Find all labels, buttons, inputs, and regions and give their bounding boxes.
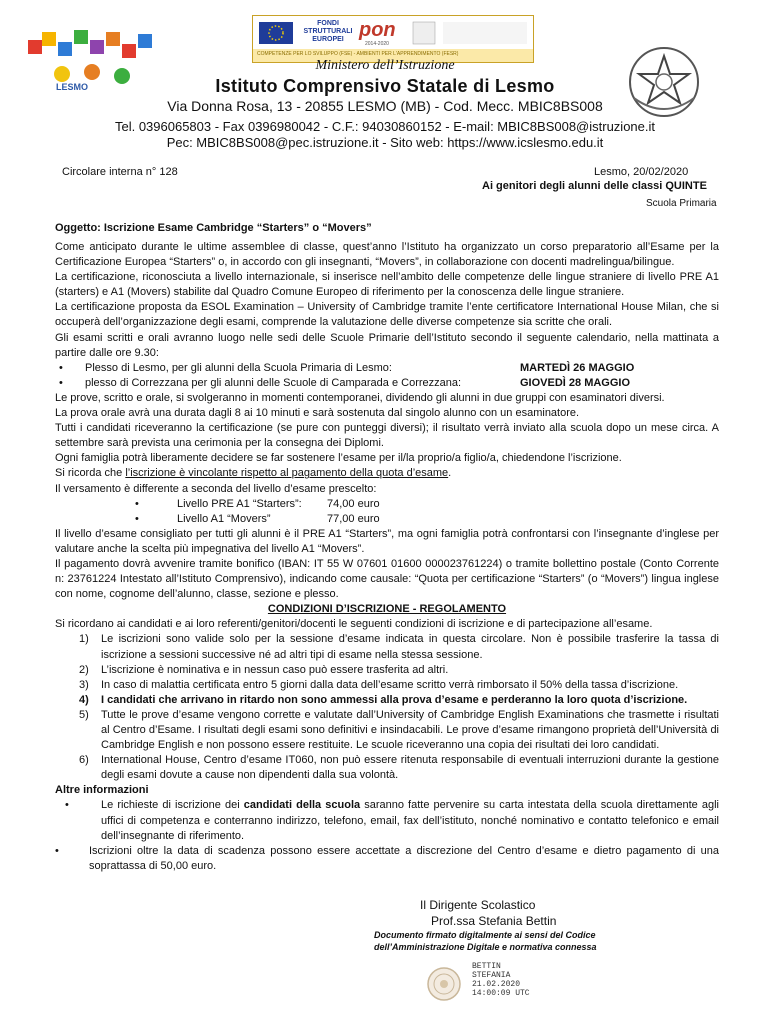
school-address: Via Donna Rosa, 13 - 20855 LESMO (MB) - Cod. Mecc. MBIC8BS008 <box>167 98 603 114</box>
paragraph-level-advice: Il livello d’esame consigliato per tutti gli alunni è il PRE A1 “Starters”, ma ogni famiglia potrà confrontarsi con l’insegnante d’inglese per valutare anche la scelta più impegnativa del livello A1 “Movers”. <box>55 527 719 555</box>
paragraph-oral: La prova orale avrà una durata dagli 8 ai 10 minuti e sarà sostenuta dal singolo alunno con un esaminatore. <box>55 407 580 420</box>
pon-banner <box>252 15 534 63</box>
conditions-title: CONDIZIONI D’ISCRIZIONE - REGOLAMENTO <box>267 603 507 616</box>
other-info-title: Altre informazioni <box>55 784 149 797</box>
rule-number: 4) <box>79 693 89 706</box>
price-label: • Livello PRE A1 “Starters”: <box>177 497 302 510</box>
rule-text: International House, Centro d’esame IT060, non può essere ritenuta responsabile di eventuali interruzioni durante la gestione degli esami dovute a cause non dipendenti dalla sua volontà. <box>101 754 719 782</box>
paragraph-schedule: Gli esami scritti e orali avranno luogo nelle sedi delle Scuole Primarie dell’Istituto secondo il seguente calendario, nella mattinata a partire dalle ore 9.30: <box>55 331 719 359</box>
paragraph-payment-intro: Il versamento è differente a seconda del livello d’esame prescelto: <box>55 482 377 495</box>
banner-fondi: FONDI STRUTTURALI EUROPEI <box>303 20 353 43</box>
other-info-post: saranno fatte pervenire su carta intestata della scuola direttamente agli uffici di competenza e conterranno indirizzo, telefono, email, fax dell’istituto, nonché nominativo e contatto telefonico e email dell’insegnante di riferimento. <box>101 799 719 842</box>
logo-text: LESMO <box>56 82 89 92</box>
reminder-underlined: l’iscrizione è vincolante rispetto al pagamento della quota d’esame <box>125 467 449 480</box>
rule-text: Tutte le prove d’esame vengono corrette e valutate dall’University of Cambridge English Examinations che trasmette i risultati al Centro d’Esame. I risultati degli esami sono definitivi e insindacabili. Le prove d’esame rimangono proprietà dell’Università di Cambridge English e non possono essere restituite. Le scuole riceveranno una copia dei risultati dei loro candidati. <box>101 708 719 752</box>
other-info-item: • Iscrizioni oltre la data di scadenza possono essere accettate a discrezione del Centro d’esame e dietro pagamento di una soprattassa di 50,00 euro. <box>55 844 719 874</box>
paragraph-results: Tutti i candidati riceveranno la certificazione (se pure con punteggi diversi); il risultato verrà inviato alla scuola dopo un mese circa. A settembre sarà prevista una cerimonia per la consegna dei Diplomi. <box>55 422 719 450</box>
reminder-pre: Si ricorda che <box>55 467 126 480</box>
stamp-firstname: STEFANIA <box>472 971 511 980</box>
signature-name: Prof.ssa Stefania Bettin <box>431 914 557 928</box>
rule-number: 3) <box>79 678 89 691</box>
school-name: Istituto Comprensivo Statale di Lesmo <box>215 76 555 96</box>
calendar-item-label: • plesso di Correzzana per gli alunni delle Scuole di Camparada e Correzzana: <box>85 376 462 389</box>
rule-text: I candidati che arrivano in ritardo non sono ammessi alla prova d’esame e perderanno la loro quota d’iscrizione. <box>101 693 688 706</box>
calendar-item-date: MARTEDÌ 26 MAGGIO <box>520 361 635 374</box>
paragraph-intro: Come anticipato durante le ultime assemblee di classe, quest’anno l’Istituto ha organizzato un corso preparatorio all’Esame per la Certificazione Europea “Starters” o, in accordo con gli insegnanti, “Movers”, in collaborazione con docenti madrelingua/bilingue. <box>55 241 719 269</box>
calendar-item-date: GIOVEDÌ 28 MAGGIO <box>520 376 631 389</box>
calendar-item <box>55 361 719 376</box>
paragraph-payment-details: Il pagamento dovrà avvenire tramite bonifico (IBAN: IT 55 W 07601 01600 000023761224) o tramite bollettino postale (Conto Corrente n: 23761224 Intestato all’Istituto Comprensivo), indicando come causale: “Quota per certificazione “Starters” (o “Movers”) lingua inglese con nome, cognome dell’alunno, classe, sezione e plesso. <box>55 557 719 601</box>
rule-text: Le iscrizioni sono valide solo per la sessione d’esame indicata in questa circolare. Non è possibile trasferire la tassa di iscrizione a sessioni successive né ad altri tipi di esame nella stessa sessione. <box>101 633 719 661</box>
ministero-heading: Ministero dell’Istruzione <box>315 58 455 73</box>
paragraph-esol: La certificazione proposta da ESOL Examination – University of Cambridge tramite l’ente certificatore International House Milan, che si occuperà dell’organizzazione degli esami, comprende la valutazione delle diverse competenze sia scritte che orali. <box>55 301 719 329</box>
price-value: 77,00 euro <box>327 512 380 525</box>
conditions-intro: Si ricordano ai candidati e ai loro referenti/genitori/docenti le seguenti condizioni di iscrizione e di partecipazione all’esame. <box>55 618 653 631</box>
document-date: Lesmo, 20/02/2020 <box>594 166 689 178</box>
school-level: Scuola Primaria <box>646 198 717 209</box>
signature-note-line-1: Documento firmato digitalmente ai sensi del Codice <box>374 930 596 940</box>
rule-item <box>55 663 719 678</box>
contacts-line-1: Tel. 0396065803 - Fax 0396980042 - C.F.: 94030860152 - E-mail: MBIC8BS008@istruzione.it <box>114 119 655 134</box>
letter-body <box>55 240 719 874</box>
paragraph-tests: Le prove, scritto e orale, si svolgeranno in momenti contemporanei, dividendo gli alunni in due gruppi con esaminatori diversi. <box>55 391 665 404</box>
signature-note <box>374 929 597 953</box>
digital-signature-seal-icon <box>426 966 462 1002</box>
paragraph-reminder <box>55 466 719 481</box>
rule-number: 1) <box>79 633 89 646</box>
rule-item <box>55 708 719 753</box>
digital-signature-details <box>472 962 530 998</box>
other-info-item <box>55 798 719 843</box>
addressee: Ai genitori degli alunni delle classi QUINTE <box>482 180 707 192</box>
rule-number: 2) <box>79 663 89 676</box>
banner-caption: COMPETENZE PER LO SVILUPPO (FSE) - AMBIENTI PER L'APPRENDIMENTO (FESR) <box>257 51 459 57</box>
subject-line: Oggetto: Iscrizione Esame Cambridge “Starters” o “Movers” <box>55 222 372 234</box>
calendar-item-label: • Plesso di Lesmo, per gli alunni della Scuola Primaria di Lesmo: <box>85 361 392 374</box>
calendar-item <box>55 376 719 391</box>
rule-text: In caso di malattia certificata entro 5 giorni dalla data dell’esame scritto verrà rimborsato il 50% della tassa d’iscrizione. <box>101 678 679 691</box>
other-info-pre: Le richieste di iscrizione dei <box>101 799 244 812</box>
price-item <box>55 497 719 512</box>
other-info <box>55 783 719 874</box>
rule-item <box>55 632 719 662</box>
rule-number: 5) <box>79 708 89 721</box>
banner-years: 2014-2020 <box>365 41 389 47</box>
signature-note-line-2: dell’Amministrazione Digitale e normativa connessa <box>374 942 597 952</box>
price-value: 74,00 euro <box>327 497 380 510</box>
price-label: • Livello A1 “Movers” <box>177 512 271 525</box>
circolare-number: Circolare interna n° 128 <box>62 166 178 178</box>
price-item <box>55 512 719 527</box>
paragraph-certification: La certificazione, riconosciuta a livello internazionale, si inserisce nell’ambito delle competenze delle lingue straniere di livello PRE A1 (starters) e A1 (Movers) stabilite dal Quadro Comune Europeo di riferimento per la conoscenza delle lingue straniere. <box>55 271 719 299</box>
rule-item <box>55 693 719 708</box>
other-info-bold: candidati della scuola <box>243 799 361 812</box>
rule-text: L’iscrizione è nominativa e in nessun caso può essere trasferita ad altri. <box>101 663 449 676</box>
paragraph-family: Ogni famiglia potrà liberamente decidere se far sostenere l’esame per il/la proprio/a figlio/a, chiedendone l’iscrizione. <box>55 452 622 465</box>
rule-item <box>55 678 719 693</box>
stamp-date: 21.02.2020 <box>472 980 521 989</box>
stamp-time: 14:00:09 UTC <box>472 989 530 998</box>
school-contacts <box>0 119 770 151</box>
reminder-post: . <box>448 467 452 480</box>
rule-number: 6) <box>79 754 89 767</box>
signature-role: Il Dirigente Scolastico <box>420 898 536 912</box>
contacts-line-2: Pec: MBIC8BS008@pec.istruzione.it - Sito web: https://www.icslesmo.edu.it <box>166 135 604 150</box>
rule-item <box>55 753 719 783</box>
banner-pon: pon <box>359 19 396 41</box>
stamp-surname: BETTIN <box>472 962 501 971</box>
